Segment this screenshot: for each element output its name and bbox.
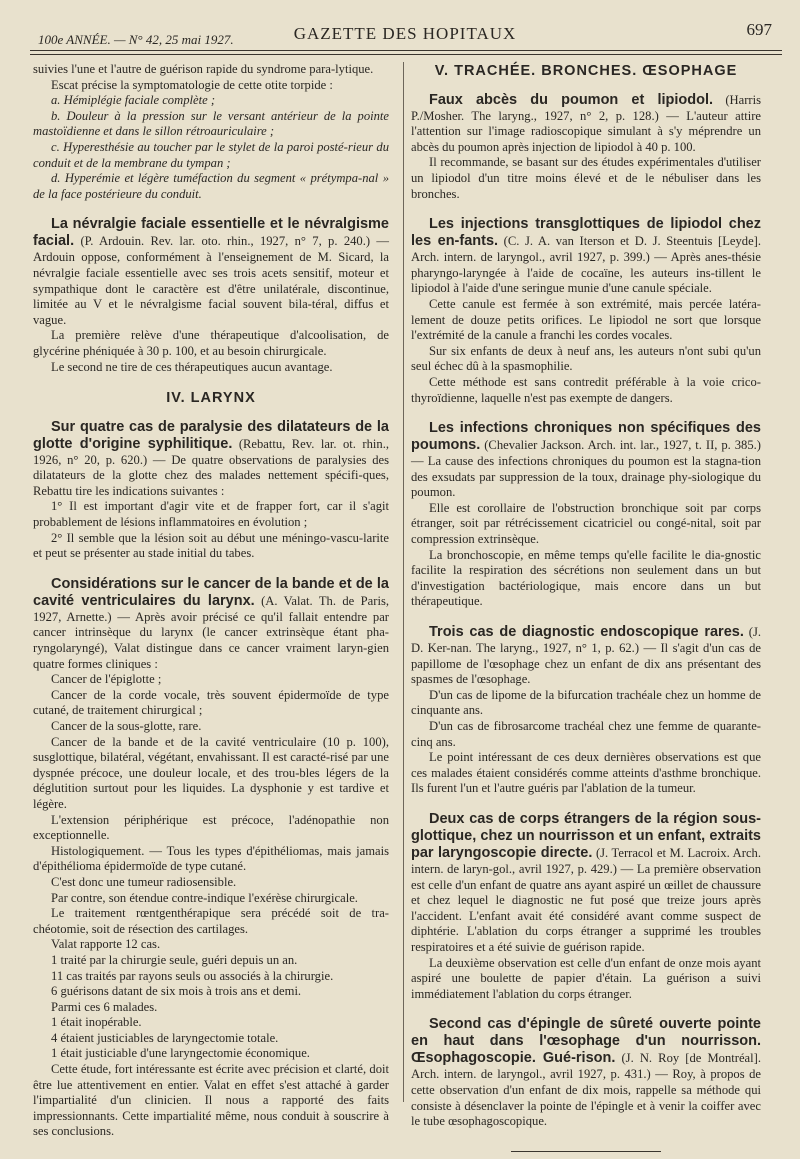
article-paragraph: Il recommande, se basant sur des études expérimentales d'utiliser un lipiodol d'un titre moins élevé et de le nébuliser dans les bronches. <box>411 155 761 201</box>
article-nevralgie <box>33 216 389 375</box>
stat-line: 4 étaient justiciables de laryngectomie totale. <box>51 1030 279 1045</box>
article-paralysie <box>33 419 389 562</box>
article-paragraph: Parmi ces 6 malades. <box>51 999 158 1014</box>
clinical-form: Cancer de la sous-glotte, rare. <box>51 719 202 733</box>
article-infections <box>411 420 761 610</box>
article-title: Considérations sur le cancer de la bande et de la cavité ventriculaires du larynx. <box>33 575 389 609</box>
article-paragraph: D'un cas de fibrosarcome trachéal chez une femme de quarante-cinq ans. <box>411 719 761 749</box>
page-number: 697 <box>746 20 772 39</box>
article-header <box>33 576 389 672</box>
article-paragraph: La première relève d'une thérapeutique d'alcoolisation, de glycérine phéniquée à 30 p. 100, et au besoin chirurgicale. <box>33 328 389 358</box>
article-body: Après avoir précisé ce qu'il fallait entendre par cancer intrinsèque du larynx (le cancer extrinsèque étant pha-ryngolaryngé), Valat distingue dans ce cancer vraiment laryn-gien quatre formes cliniques : <box>33 609 389 671</box>
symptom-item: c. Hyperesthésie au toucher par le stylet de la paroi posté-rieur du conduit et de la membrane du tympan ; <box>33 139 389 170</box>
article-reference: (Chevalier Jackson. Arch. int. lar., 1927, t. II, p. 385.) — <box>411 438 761 469</box>
article-paragraph: Le second ne tire de ces thérapeutiques aucun avantage. <box>51 359 333 374</box>
left-column <box>33 62 389 1140</box>
page-header <box>30 18 780 48</box>
article-paragraph: Histologiquement. — Tous les types d'épithéliomas, mais jamais d'épithélioma épidermoïde de type cutané. <box>33 843 389 874</box>
article-paragraph: La bronchoscopie, en même temps qu'elle facilite le dia-gnostic facilite la respiration des sécrétions non seulement dans un but d'investigation bactériologique, mais encore dans un but thérapeutique. <box>411 547 761 609</box>
article-body: Il s'agit d'un cas de papillome de l'œsophage chez un enfant de dix ans présentant des spasmes de l'œsophage. <box>411 641 761 687</box>
article-title: Trois cas de diagnostic endoscopique rares. <box>429 624 744 641</box>
clinical-form: Cancer de l'épiglotte ; <box>51 672 162 687</box>
article-paragraph: Cette méthode est sans contredit préférable à la voie crico-thyroïdienne, laquelle n'est pas exempte de dangers. <box>411 374 761 405</box>
article-title: Faux abcès du poumon et lipiodol. <box>429 91 714 108</box>
article-title: Second cas d'épingle de sûreté ouverte pointe en haut dans l'œsophage d'un nourrisson. Œsophagoscopie. Gué-rison. <box>411 1016 761 1067</box>
article-header <box>411 624 761 688</box>
article-cancer <box>33 576 389 1140</box>
journal-title: GAZETTE DES HOPITAUX <box>293 24 517 43</box>
clinical-form: Cancer de la bande et de la cavité ventriculaire (10 p. 100), susglottique, bilatéral, végétant, envahissant. Il est caracté-risé par une dyspnée précoce, une douleur locale, et des trou-bles légers de la déglutition surtout pour les liquides. La dysphonie y est tardive et légère. <box>33 734 389 811</box>
article-title: Sur quatre cas de paralysie des dilatateurs de la glotte d'origine syphilitique. <box>33 418 389 452</box>
article-body: La première observation est celle d'un enfant de quatre ans ayant aspiré un œillet de chaussure et chez lequel le diagnostic ne fut posé que treize jours après l'accident. L'enfant avait été considéré avant comme suspect de diphtérie. L'ablation du corps étranger a supprimé les troubles respiratoires et a été suivie de guérison rapide. <box>411 861 761 954</box>
article-reference: (Rebattu, Rev. lar. ot. rhin., 1926, n° 20, p. 620.) — <box>33 436 389 467</box>
article-reference: (J. Terracol et M. Lacroix. Arch. intern. de laryn-gol., avril 1927, p. 429.) — <box>411 845 761 876</box>
article-body: Ardouin oppose, conformément à l'enseignement de M. Sicard, la névralgie faciale essentielle avec ses trois acets sensitif, moteur et sympathique dont le caractère est d'être unilatérale, discontinue, limitée au V et le névralgisme facial souvent bila-téral, diffus et vague. <box>33 250 389 327</box>
continuation-paragraph: suivies l'une et l'autre de guérison rapide du syndrome para-lytique. <box>33 62 374 76</box>
article-reference: (P. Ardouin. Rev. lar. oto. rhin., 1927, n° 7, p. 240.) — <box>80 234 389 249</box>
article-trois-cas <box>411 624 761 797</box>
article-injections <box>411 216 761 406</box>
article-reference: (Harris P./Mosher. The laryng., 1927, n° 2, p. 128.) — <box>411 92 761 123</box>
article-reference: (A. Valat. Th. de Paris, 1927, Arnette.) — <box>33 593 389 624</box>
article-paragraph: L'extension périphérique est précoce, l'adénopathie non exceptionnelle. <box>33 812 389 843</box>
issue-info: 100e ANNÉE. — N° 42, 25 mai 1927. <box>38 32 234 47</box>
article-paragraph: Elle est corollaire de l'obstruction bronchique soit par corps étranger, soit par rétrécissement cicatriciel ou congé-nital, soit par compression extrinsèque. <box>411 500 761 547</box>
escat-intro: Escat précise la symptomatologie de cette otite torpide : <box>51 77 333 92</box>
article-corps-etrangers <box>411 811 761 1002</box>
stat-line: 11 cas traités par rayons seuls ou associés à la chirurgie. <box>51 968 334 983</box>
article-header <box>411 1016 761 1129</box>
article-paragraph: Le point intéressant de ces deux dernières observations est que ces malades étaient considérés comme atteints d'asthme bronchique. Ils furent l'un et l'autre guéris par l'ablation de la tumeur. <box>411 750 761 796</box>
article-faux-abces <box>411 92 761 203</box>
stat-line: 1 était justiciable d'une laryngectomie économique. <box>51 1046 310 1061</box>
article-reference: (C. J. A. van Iterson et D. J. Steentuis [Leyde]. Arch. intern. de laryngol., avril 1927, p. 399.) — <box>411 234 762 265</box>
stat-line: 1 était inopérable. <box>51 1015 142 1030</box>
article-title: La névralgie faciale essentielle et le névralgisme facial. <box>33 216 389 250</box>
header-rule <box>30 50 782 51</box>
article-header <box>411 811 761 956</box>
symptom-item: d. Hyperémie et légère tuméfaction du segment « prétympa-nal » de la face postérieure du conduit. <box>33 171 389 201</box>
article-body: La cause des infections chroniques du poumon est la stagna-tion des exsudats par suppression de la toux, drainage phy-siologique du poumon. <box>411 454 761 500</box>
right-column <box>411 62 761 1159</box>
article-epingle <box>411 1016 761 1129</box>
article-paragraph: Cette étude, fort intéressante est écrite avec précision et clarté, doit être lue attentivement en entier. Valat en effet s'est attaché à garder l'impartialité d'un clinicien. Il nous a rapporté des faits impressionnants. Cette impartialité même, nous conduit à souscrire à ses conclusions. <box>33 1062 389 1139</box>
article-paragraph: Par contre, son étendue contre-indique l'exérèse chirurgicale. <box>51 890 358 905</box>
article-header <box>33 216 389 328</box>
article-header <box>411 92 761 156</box>
article-body: De quatre observations de paralysies des dilatateurs de la glotte chez des malades nettement spécifi-ques, Rebattu tire les indications suivantes : <box>33 452 389 498</box>
article-paragraph: La deuxième observation est celle d'un enfant de onze mois ayant aspiré une boulette de papier d'étain. La guérison a suivi immédiatement l'ablation du corps étranger. <box>411 955 761 1001</box>
article-paragraph: D'un cas de lipome de la bifurcation trachéale chez un homme de cinquante ans. <box>411 687 761 718</box>
stat-line: 1 traité par la chirurgie seule, guéri depuis un an. <box>51 952 298 967</box>
symptom-item: a. Hémiplégie faciale complète ; <box>51 93 216 108</box>
article-header <box>411 420 761 501</box>
article-header <box>411 216 761 297</box>
article-point: 1° Il est important d'agir vite et de frapper fort, car il s'agit probablement de lésions inflammatoires en évolution ; <box>33 499 389 530</box>
stat-line: 6 guérisons datant de six mois à trois ans et demi. <box>51 984 302 999</box>
article-paragraph: Sur six enfants de deux à neuf ans, les auteurs n'ont subi qu'un seul échec dû à la spasmophilie. <box>411 343 761 374</box>
article-paragraph: C'est donc une tumeur radiosensible. <box>51 874 237 889</box>
article-body: L'auteur attire l'attention sur l'image radioscopique simulant à s'y méprendre un abcès du poumon après injection de lipiodol à 40 p. 100. <box>411 108 761 154</box>
article-paragraph: Cette canule est fermée à son extrémité, mais percée latéra-lement de douze petits orifices. Le lipiodol ne sort que lorsque l'extrémité de la canule a franchi les cordes vocales. <box>411 296 761 343</box>
article-title: Les infections chroniques non spécifiques des poumons. <box>411 420 761 454</box>
column-divider <box>403 62 404 1102</box>
article-title: Deux cas de corps étrangers de la région sous-glottique, chez un nourrisson et un enfant, extraits par laryngoscopie directe. <box>411 810 761 861</box>
symptom-item: b. Douleur à la pression sur le versant antérieur de la pointe mastoïdienne et dans le sillon rétroauriculaire ; <box>33 108 389 139</box>
section-heading-trachee: V. TRACHÉE. BRONCHES. ŒSOPHAGE <box>434 63 738 79</box>
clinical-form: Cancer de la corde vocale, très souvent épidermoïde de type cutané, de traitement chirurgical ; <box>33 687 389 718</box>
article-reference: (J. D. Ker-nan. The laryng., 1927, n° 1, p. 62.) — <box>411 625 761 656</box>
section-heading-larynx: IV. LARYNX <box>166 390 256 407</box>
end-ornament <box>411 1144 761 1159</box>
article-body: Après anes-thésie pharyngo-laryngée à l'aide de cocaïne, les auteurs ins-tillent le lipiodol à l'aide d'une seringue munie d'une canule spéciale. <box>411 250 761 296</box>
article-paragraph: Le traitement rœntgenthérapique sera précédé soit de tra-chéotomie, soit de résection des cartilages. <box>33 906 389 936</box>
article-title: Les injections transglottiques de lipiodol chez les en-fants. <box>411 216 761 250</box>
article-point: 2° Il semble que la lésion soit au début une méningo-vascu-larite et peut se présenter au stade initial du tabes. <box>33 530 389 561</box>
article-header <box>33 419 389 500</box>
article-paragraph: Valat rapporte 12 cas. <box>51 937 161 952</box>
article-reference: (J. N. Roy [de Montréal]. Arch. intern. de laryngol., avril 1927, p. 431.) — <box>411 1051 761 1082</box>
article-body: Roy, à propos de cette observation d'un enfant de dix mois, rappelle sa méthode qui consiste à désenclaver la pointe de l'épingle et à venir la coiffer avec le tube œsophagoscopique. <box>411 1067 762 1129</box>
header-rule-thin <box>30 54 782 55</box>
